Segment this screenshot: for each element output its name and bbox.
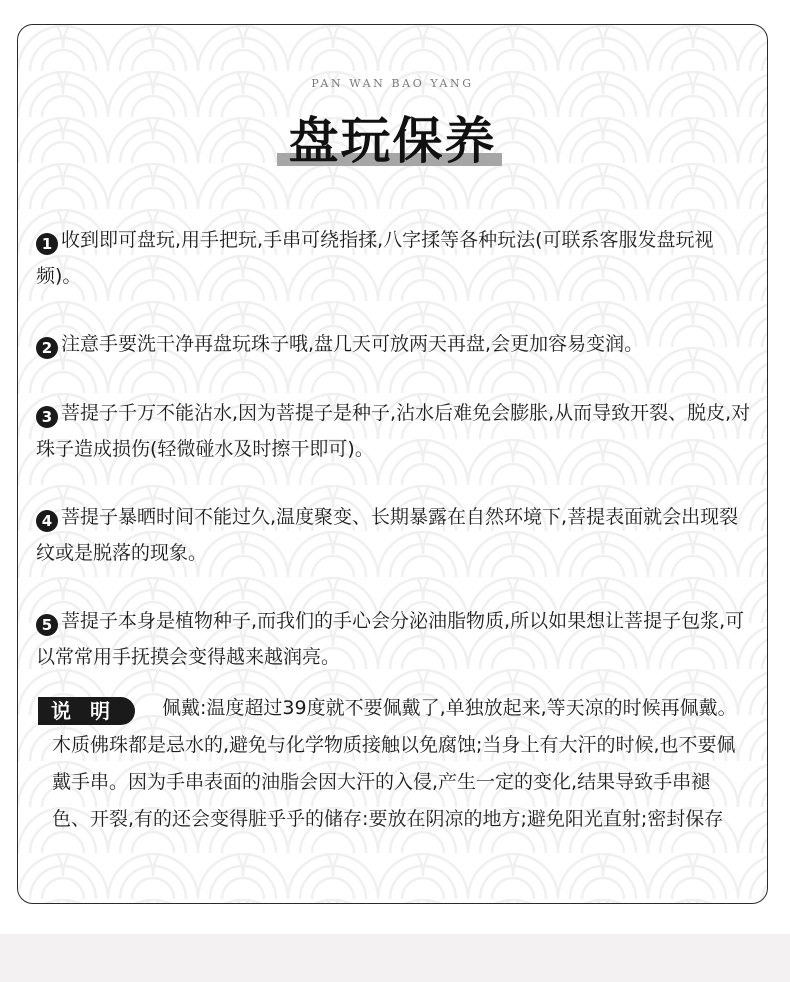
- bottom-band: [0, 934, 790, 982]
- page-title: 盘玩保养: [288, 111, 497, 170]
- care-item-2: [36, 326, 754, 362]
- number-5-icon: 5: [36, 614, 58, 636]
- care-item-text: 收到即可盘玩,用手把玩,手串可绕指揉,八字揉等各种玩法(可联系客服发盘玩视频)。: [36, 229, 714, 287]
- care-item-5: [36, 603, 754, 675]
- number-2-icon: 2: [36, 337, 58, 359]
- care-item-text: 菩提子千万不能沾水,因为菩提子是种子,沾水后难免会膨胀,从而导致开裂、脱皮,对珠子造成损伤(轻微碰水及时擦干即可)。: [36, 402, 751, 460]
- page-subtitle: PAN WAN BAO YANG: [311, 77, 474, 90]
- care-item-text: 菩提子本身是植物种子,而我们的手心会分泌油脂物质,所以如果想让菩提子包浆,可以常常用手抚摸会变得越来越润亮。: [36, 610, 745, 668]
- care-item-3: [36, 395, 754, 467]
- number-1-icon: 1: [36, 233, 58, 255]
- number-3-icon: 3: [36, 406, 58, 428]
- care-item-4: [36, 499, 754, 571]
- care-item-text: 注意手要洗干净再盘玩珠子哦,盘几天可放两天再盘,会更加容易变润。: [61, 333, 644, 355]
- note-text: 佩戴:温度超过39度就不要佩戴了,单独放起来,等天凉的时候再佩戴。木质佛珠都是忌水的,避免与化学物质接触以免腐蚀;当身上有大汗的时候,也不要佩戴手串。因为手串表面的油脂会因大汗的入侵,产生一定的变化,结果导致手串褪色、开裂,有的还会变得脏乎乎的储存:要放在阴凉的地方;避免阳光直射;密封保存: [52, 697, 737, 830]
- note-badge: 说 明: [38, 697, 135, 725]
- number-4-icon: 4: [36, 510, 58, 532]
- care-item-1: [36, 222, 754, 294]
- care-item-text: 菩提子暴晒时间不能过久,温度聚变、长期暴露在自然环境下,菩提表面就会出现裂纹或是脱落的现象。: [36, 506, 739, 564]
- care-card: [17, 24, 768, 904]
